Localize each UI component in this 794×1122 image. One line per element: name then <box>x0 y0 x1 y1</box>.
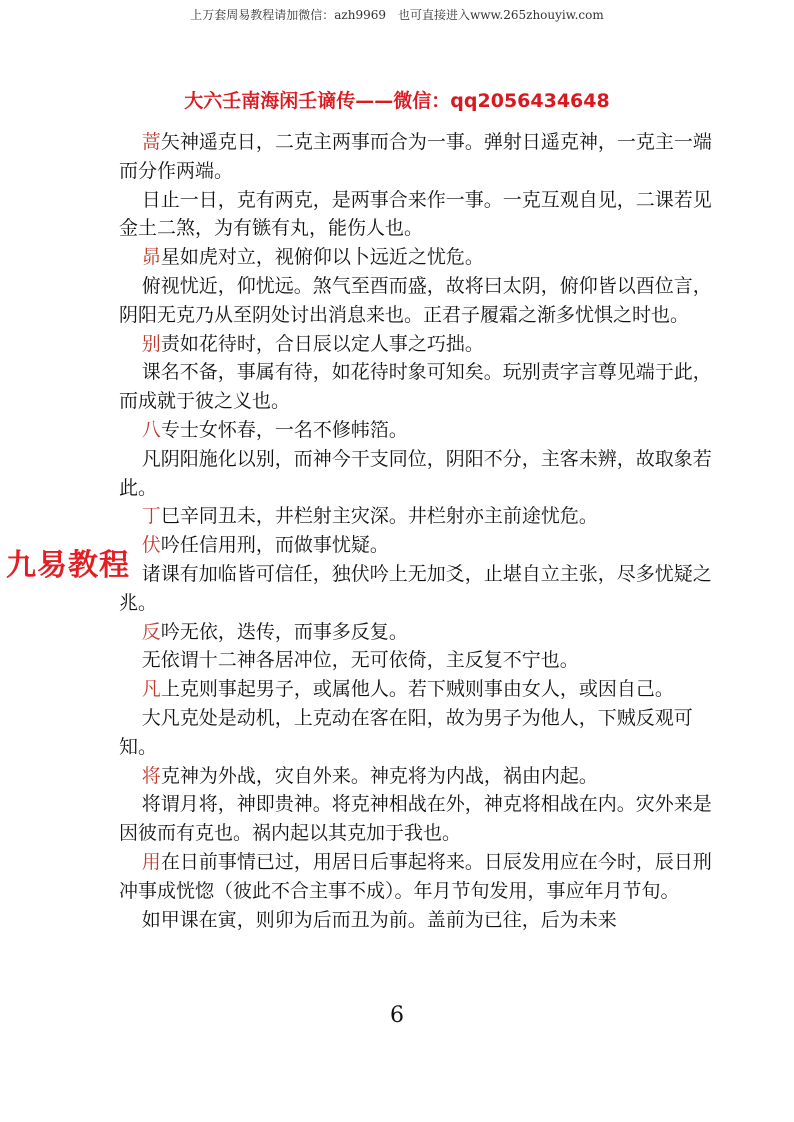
page-number: 6 <box>390 1003 404 1028</box>
paragraph-text: 大凡克处是动机，上克动在客在阳，故为男子为他人，下贼反观可知。 <box>119 706 693 758</box>
paragraph-lead: 将 <box>141 764 161 787</box>
paragraph-lead: 反 <box>141 620 161 643</box>
paragraph-text: 俯视忧近，仰忧远。煞气至酉而盛，故将曰太阴，俯仰皆以酉位言，阴阳无克乃从至阴处讨出消息来也。正君子履霜之渐多忧惧之时也。 <box>119 274 712 326</box>
paragraph-lead: 伏 <box>141 534 161 557</box>
paragraph-lead: 八 <box>141 418 161 441</box>
paragraph <box>119 445 719 503</box>
paragraph <box>119 560 719 618</box>
paragraph-text: 上克则事起男子，或属他人。若下贼则事由女人，或因自己。 <box>160 678 674 701</box>
paragraph-text: 吟无依，迭传，而事多反复。 <box>160 620 408 643</box>
paragraph <box>119 272 719 330</box>
paragraph-text: 课名不备，事属有待，如花待时象可知矣。玩别责字言尊见端于此，而成就于彼之义也。 <box>119 361 712 413</box>
paragraph-text: 无依谓十二神各居冲位，无可依倚，主反复不宁也。 <box>141 649 579 672</box>
paragraph <box>119 906 719 935</box>
paragraph <box>119 186 719 244</box>
paragraph <box>119 646 719 675</box>
paragraph-text: 星如虎对立，视俯仰以卜远近之忧危。 <box>160 246 484 269</box>
paragraph <box>119 704 719 762</box>
paragraph-lead: 别 <box>141 332 161 355</box>
body-text <box>119 128 719 934</box>
top-banner: 上万套周易教程请加微信：azh9969 也可直接进入www.265zhouyiw.com <box>190 8 604 22</box>
paragraph-text: 责如花待时，合日辰以定人事之巧拙。 <box>160 332 484 355</box>
paragraph-lead: 昴 <box>141 246 161 269</box>
paragraph <box>119 790 719 848</box>
paragraph-lead: 蒿 <box>141 131 161 153</box>
paragraph-text: 日止一日，克有两克，是两事合来作一事。一克互观自见，二课若见金土二煞，为有镞有丸，能伤人也。 <box>119 188 712 240</box>
paragraph <box>119 128 719 186</box>
paragraph-text: 矢神遥克日，二克主两事而合为一事。弹射日遥克神，一克主一端而分作两端。 <box>119 131 712 182</box>
watermark: 九易教程 <box>6 548 130 583</box>
paragraph <box>119 675 719 704</box>
paragraph-text: 克神为外战，灾自外来。神克将为内战，祸由内起。 <box>160 764 598 787</box>
document-title: 大六壬南海闲壬谪传——微信：qq2056434648 <box>184 90 610 112</box>
paragraph-text: 将谓月将，神即贵神。将克神相战在外，神克将相战在内。灾外来是因彼而有克也。祸内起以其克加于我也。 <box>119 793 712 845</box>
paragraph <box>119 618 719 647</box>
paragraph-text: 如甲课在寅，则卯为后而丑为前。盖前为已往，后为未来 <box>141 908 617 931</box>
paragraph-lead: 丁 <box>141 505 161 528</box>
paragraph-text: 凡阴阳施化以别，而神今干支同位，阴阳不分，主客未辨，故取象若此。 <box>119 447 712 499</box>
paragraph-lead: 凡 <box>141 678 161 701</box>
paragraph-text: 吟任信用刑，而做事忧疑。 <box>160 534 389 557</box>
paragraph-text: 在日前事情已过，用居日后事起将来。日辰发用应在今时，辰日刑冲事成恍惚（彼此不合主事不成）。年月节旬发用，事应年月节旬。 <box>119 850 712 902</box>
paragraph-text: 诸课有加临皆可信任，独伏吟上无加爻，止堪自立主张，尽多忧疑之兆。 <box>119 562 712 614</box>
paragraph <box>119 358 719 416</box>
paragraph-text: 巳辛同丑未，井栏射主灾深。井栏射亦主前途忧危。 <box>160 505 598 528</box>
paragraph <box>119 762 719 791</box>
paragraph <box>119 416 719 445</box>
paragraph <box>119 330 719 359</box>
paragraph-lead: 用 <box>141 850 161 873</box>
paragraph <box>119 502 719 531</box>
paragraph <box>119 531 719 560</box>
paragraph <box>119 243 719 272</box>
paragraph-text: 专士女怀春，一名不修帏箔。 <box>160 418 408 441</box>
paragraph <box>119 848 719 906</box>
